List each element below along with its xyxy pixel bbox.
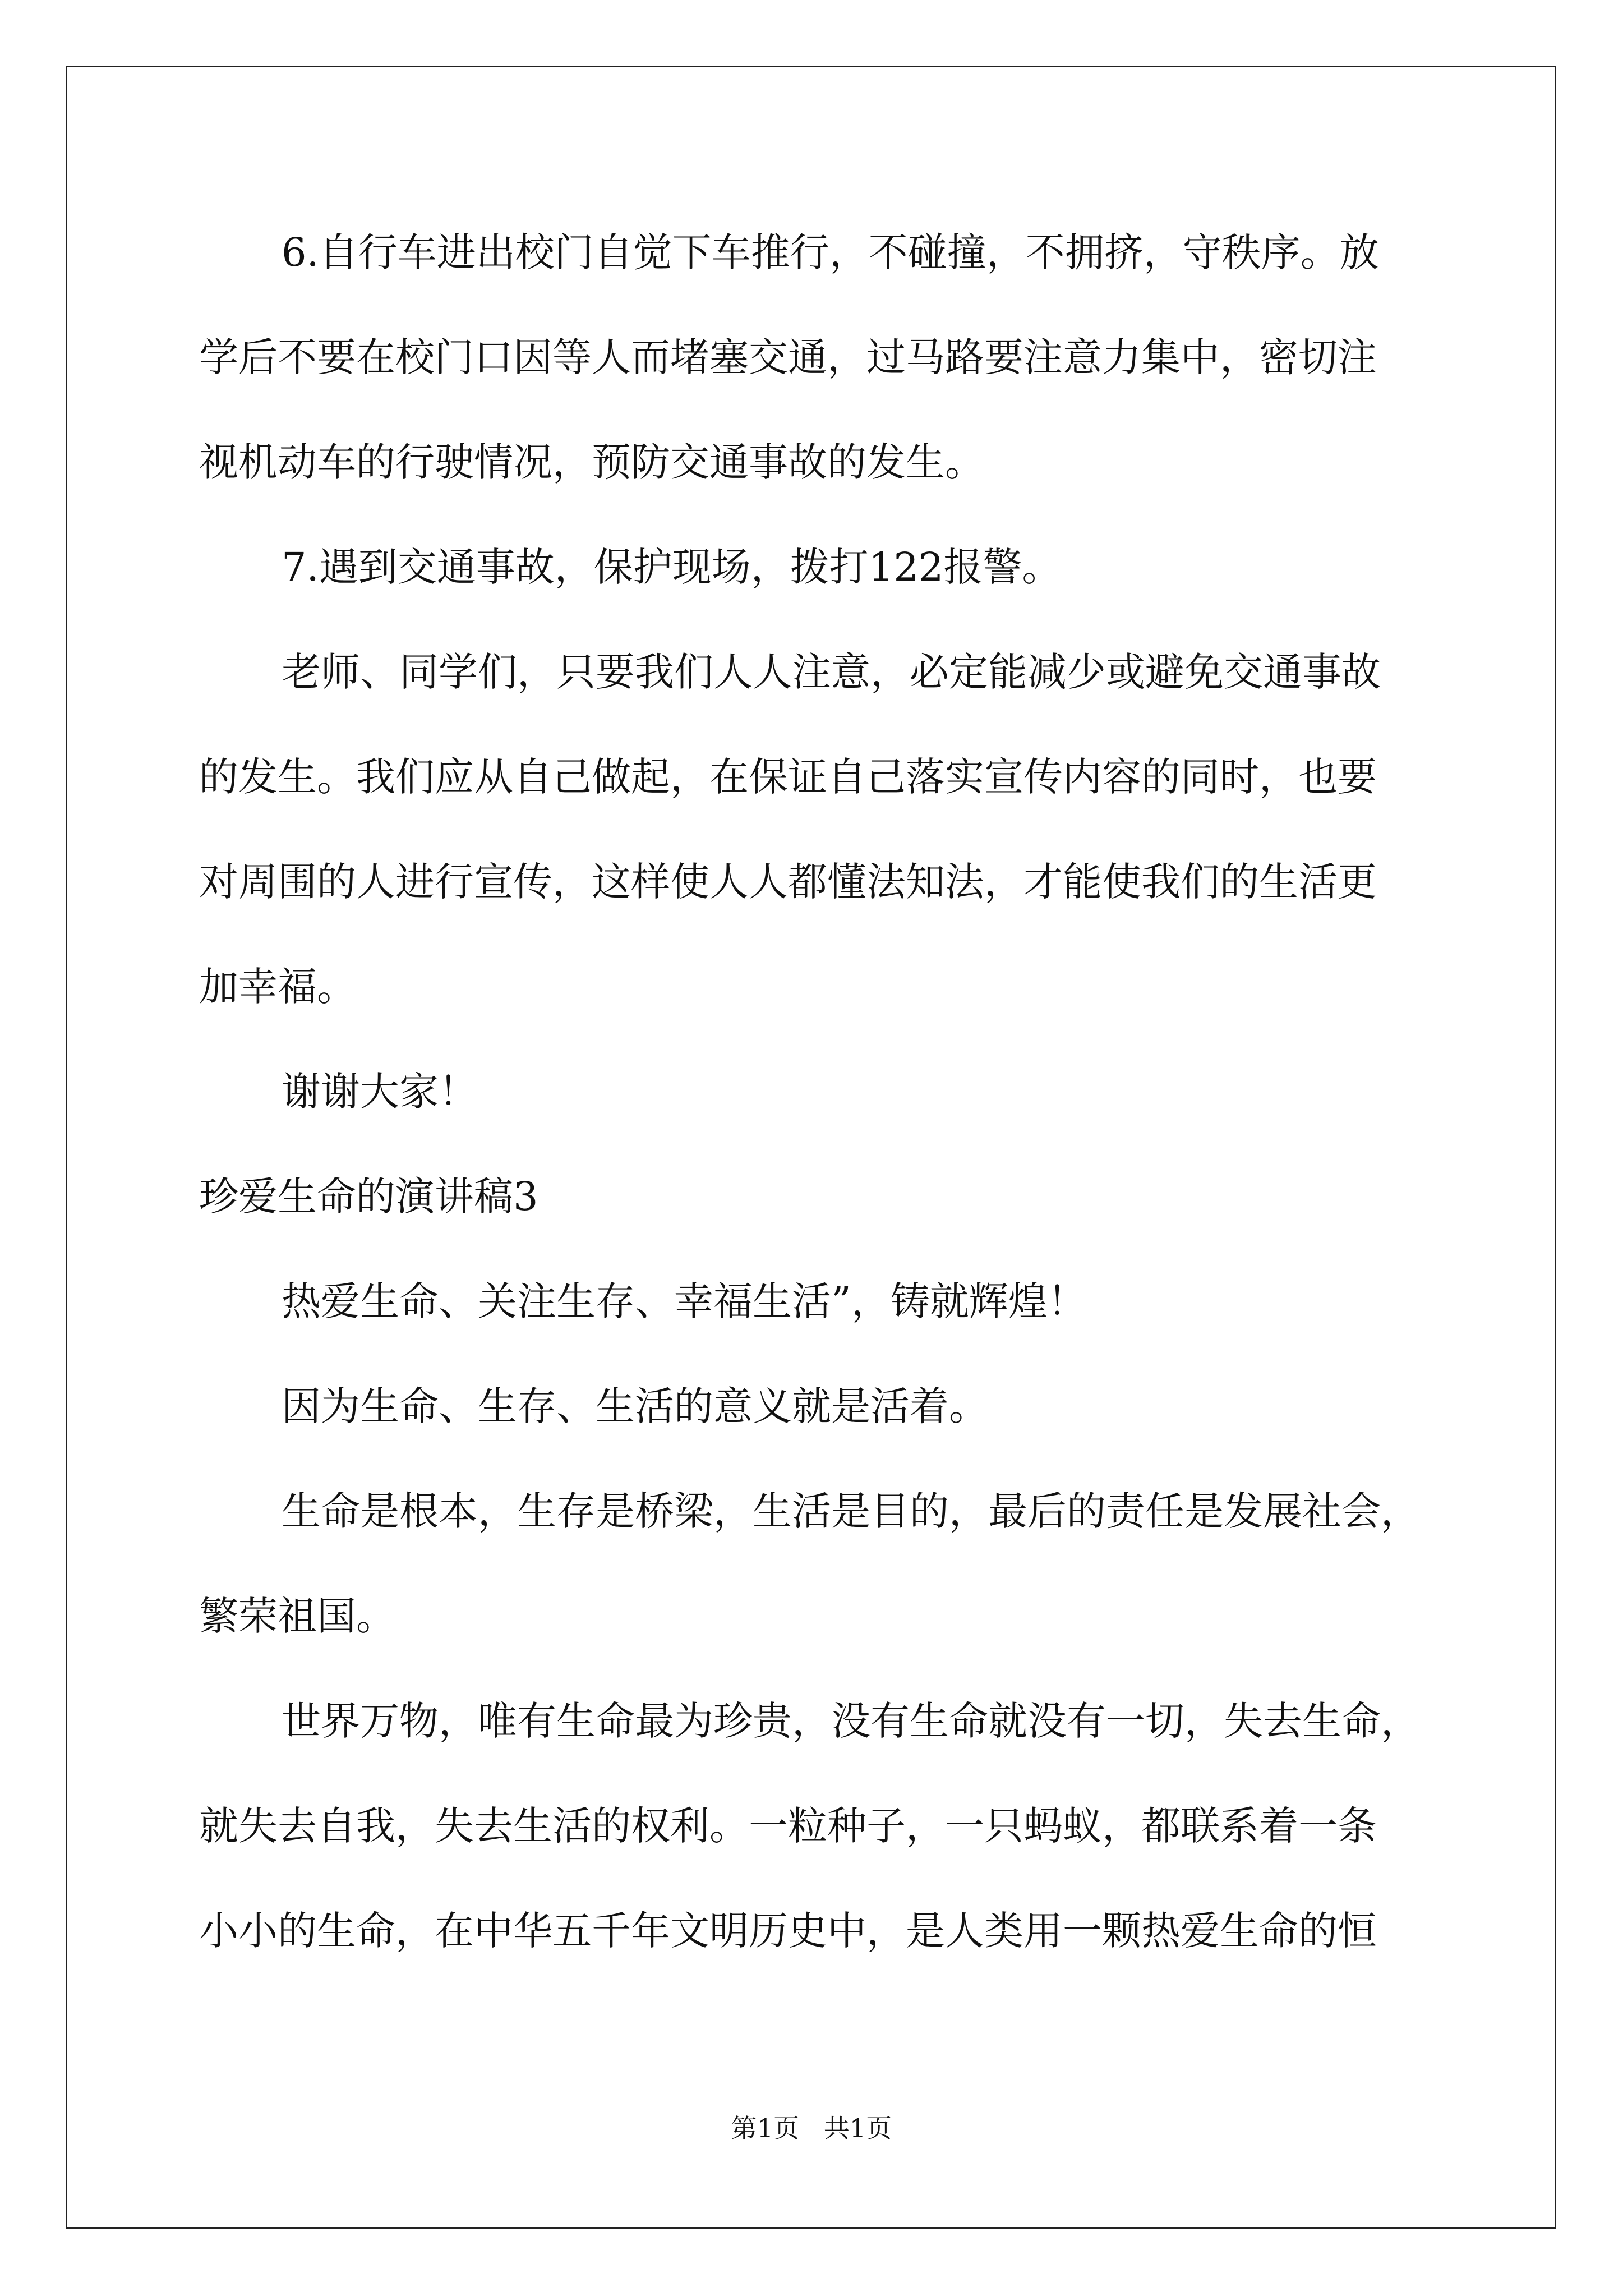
paragraph-8-line-2: 繁荣祖国。 bbox=[199, 1593, 395, 1639]
page-footer: 第1页 共1页 bbox=[731, 2113, 892, 2143]
paragraph-3-line-2: 的发生。我们应从自己做起，在保证自己落实宣传内容的同时，也要 bbox=[199, 754, 1377, 800]
section-heading: 珍爱生命的演讲稿3 bbox=[199, 1174, 538, 1220]
paragraph-3-line-1: 老师、同学们，只要我们人人注意，必定能减少或避免交通事故 bbox=[282, 649, 1381, 695]
paragraph-7-line-1: 因为生命、生存、生活的意义就是活着。 bbox=[282, 1383, 988, 1429]
paragraph-4-line-1: 谢谢大家！ bbox=[282, 1069, 478, 1115]
paragraph-8-line-1: 生命是根本，生存是桥梁，生活是目的，最后的责任是发展社会， bbox=[282, 1488, 1420, 1534]
paragraph-2-line-1: 7.遇到交通事故，保护现场，拨打122报警。 bbox=[282, 544, 1062, 590]
paragraph-9-line-1: 世界万物，唯有生命最为珍贵，没有生命就没有一切，失去生命， bbox=[282, 1698, 1420, 1744]
paragraph-3-line-3: 对周围的人进行宣传，这样使人人都懂法知法，才能使我们的生活更 bbox=[199, 859, 1377, 905]
paragraph-9-line-2: 就失去自我，失去生活的权利。一粒种子，一只蚂蚁，都联系着一条 bbox=[199, 1803, 1377, 1849]
paragraph-6-line-1: 热爱生命、关注生存、幸福生活”，铸就辉煌！ bbox=[282, 1278, 1087, 1324]
paragraph-3-line-4: 加幸福。 bbox=[199, 964, 356, 1010]
paragraph-1-line-3: 视机动车的行驶情况，预防交通事故的发生。 bbox=[199, 439, 984, 485]
paragraph-1-line-1: 6.自行车进出校门自觉下车推行，不碰撞，不拥挤，守秩序。放 bbox=[282, 229, 1379, 275]
paragraph-9-line-3: 小小的生命，在中华五千年文明历史中，是人类用一颗热爱生命的恒 bbox=[199, 1908, 1377, 1954]
paragraph-1-line-2: 学后不要在校门口因等人而堵塞交通，过马路要注意力集中，密切注 bbox=[199, 334, 1377, 380]
